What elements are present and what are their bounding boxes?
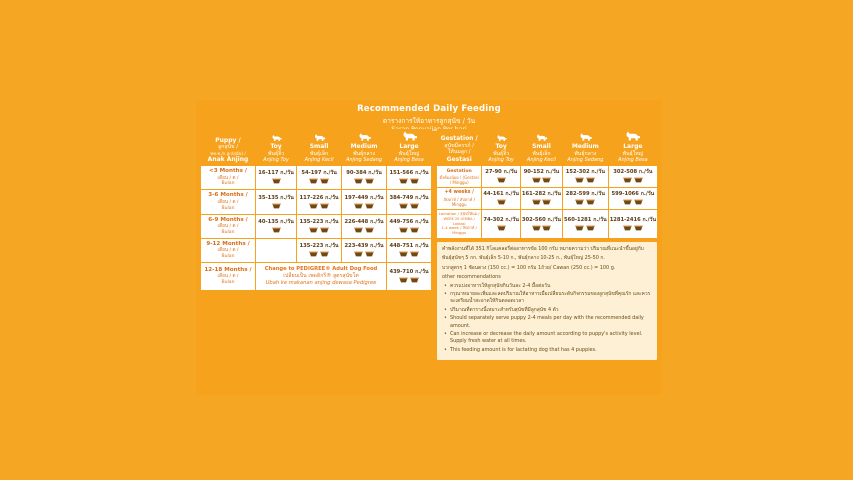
cell-value: 223-439 ก./วัน bbox=[344, 242, 384, 249]
panel-title-en: Recommended Daily Feeding bbox=[357, 104, 501, 114]
gestation-cell-2-1 bbox=[520, 210, 562, 239]
cell-value: 44-161 ก./วัน bbox=[483, 191, 519, 198]
dog-icon bbox=[578, 132, 593, 142]
row-label-id: / Minggu) bbox=[449, 179, 469, 185]
cell-value: 27-90 ก./วัน bbox=[485, 169, 518, 176]
puppy-col-large-th: พันธุ์ใหญ่ bbox=[398, 150, 420, 157]
switch-note-line3: Ubah ke makanan anjing dewasa Pedigree bbox=[265, 280, 377, 287]
puppy-cell-3-2 bbox=[342, 238, 387, 262]
puppy-row-label-1 bbox=[201, 190, 256, 214]
cell-value: 560-1281 ก./วัน bbox=[563, 216, 607, 223]
puppy-cell-4-3 bbox=[387, 263, 432, 291]
cell-value: 1281-2416 ก./วัน bbox=[609, 216, 656, 223]
cell-value: 302-560 ก./วัน bbox=[521, 216, 561, 223]
puppy-feeding-table bbox=[200, 129, 432, 291]
gestation-col-small-th: พันธุ์เล็ก bbox=[532, 150, 551, 157]
row-label-id: Bulan bbox=[221, 280, 235, 286]
gestation-feeding-table bbox=[436, 129, 658, 239]
gestation-col-small bbox=[520, 129, 562, 166]
puppy-row-label-3 bbox=[201, 238, 256, 262]
bowl-icons bbox=[522, 177, 561, 186]
gestation-row-label-1 bbox=[437, 188, 482, 210]
puppy-col-toy-id: Anjing Toy bbox=[263, 157, 289, 163]
puppy-corner-th: ลูกสุนัข / bbox=[218, 144, 238, 150]
gestation-col-large-th: พันธุ์ใหญ่ bbox=[622, 150, 644, 157]
gestation-col-medium-id: Anjing Sedang bbox=[567, 157, 604, 163]
puppy-corner-en: Puppy / bbox=[215, 136, 241, 144]
bowl-icons bbox=[564, 199, 607, 208]
puppy-col-toy-th: พันธุ์จิ๋ว bbox=[268, 150, 285, 157]
cell-value: 152-302 ก./วัน bbox=[565, 169, 605, 176]
info-th-para1: คำพลังงานที่ได้ 351 กิโลแคลอรี่ต่ออาหารข้อ 100 กรัม หมายความว่า ปริมาณที่แนะนำขึ้นอยู่กับ bbox=[442, 246, 644, 253]
gestation-cell-2-0 bbox=[482, 210, 520, 239]
row-label-th: เดือน / ด / bbox=[217, 248, 239, 254]
gestation-table-wrapper bbox=[436, 129, 658, 391]
bowl-icons bbox=[388, 251, 430, 260]
row-label-en: Lactation / สุนัขให้นม / bbox=[438, 211, 480, 217]
gestation-corner-th2: ให้นมลูก / bbox=[447, 149, 471, 156]
row-label-en: 12-18 Months / bbox=[204, 266, 252, 273]
cell-value: 449-756 ก./วัน bbox=[389, 218, 429, 225]
cell-value: 35-135 ก./วัน bbox=[258, 194, 294, 201]
cell-value: 135-223 ก./วัน bbox=[299, 242, 339, 249]
gestation-col-large-id: Anjing Besa bbox=[618, 157, 648, 163]
tables-row bbox=[200, 129, 658, 391]
info-th-para2: พันธุ์สุนัขๆ 5 กก. พันธุ์เล็ก 5-10 ก., พันธุ์กลาง 10-25 ก., พันธุ์ใหญ่ 25-50 ก. bbox=[442, 255, 605, 262]
cell-value: 90-152 ก./วัน bbox=[523, 169, 560, 176]
cell-value: 384-749 ก./วัน bbox=[389, 194, 429, 201]
bowl-icons bbox=[522, 225, 561, 234]
row-label-en: +4 weeks / bbox=[444, 190, 474, 196]
table-row bbox=[201, 238, 432, 262]
bowl-icons bbox=[257, 178, 295, 187]
bowl-icons bbox=[257, 227, 295, 236]
bowl-icons bbox=[257, 203, 295, 212]
row-label-id: Minggu bbox=[451, 201, 467, 207]
dog-icon bbox=[401, 130, 418, 142]
bowl-icons bbox=[610, 225, 656, 234]
cell-value: 282-599 ก./วัน bbox=[565, 191, 605, 198]
cell-value: 16-117 ก./วัน bbox=[258, 170, 294, 177]
row-label-th: เดือน / ด / bbox=[217, 199, 239, 205]
gestation-col-large bbox=[608, 129, 657, 166]
puppy-col-medium-th: พันธุ์กลาง bbox=[353, 150, 375, 157]
dog-icon bbox=[313, 133, 326, 142]
switch-to-adult-note bbox=[256, 263, 387, 291]
cell-value: 439-710 ก./วัน bbox=[389, 269, 429, 276]
feeding-chart-panel bbox=[196, 100, 662, 395]
info-th-bullet-list bbox=[442, 283, 652, 314]
puppy-table-wrapper bbox=[200, 129, 432, 391]
puppy-cell-2-3 bbox=[387, 214, 432, 238]
info-en-bullet-list bbox=[442, 315, 652, 354]
dog-icon bbox=[535, 133, 548, 142]
gestation-col-small-en: Small bbox=[532, 143, 551, 150]
cell-value: 197-449 ก./วัน bbox=[344, 194, 384, 201]
bowl-icons bbox=[610, 177, 656, 186]
gestation-row-label-0 bbox=[437, 166, 482, 188]
puppy-col-large bbox=[387, 129, 432, 166]
row-label-id: Bulan bbox=[221, 254, 235, 260]
puppy-col-small-th: พันธุ์เล็ก bbox=[309, 150, 329, 157]
info-th-para3: บวกสูตรๆ 1 ช้อนตวง (150 cc.) = 100 กรัม 1ถ้วย/ Cawan (250 cc.) = 100 g. bbox=[442, 264, 616, 271]
puppy-cell-1-0 bbox=[256, 190, 297, 214]
row-label-th: เดือน / ด / bbox=[217, 175, 239, 181]
gestation-cell-2-2 bbox=[562, 210, 608, 239]
puppy-cell-1-2 bbox=[342, 190, 387, 214]
puppy-row-label-0 bbox=[201, 166, 256, 190]
puppy-corner-th2: ชช.ช./ก.ลูก/สุนัข) / bbox=[210, 150, 246, 156]
puppy-col-toy-en: Toy bbox=[270, 143, 282, 150]
bowl-icons bbox=[343, 203, 385, 212]
gestation-col-medium-en: Medium bbox=[571, 143, 599, 150]
gestation-col-small-id: Anjing Kecil bbox=[526, 157, 556, 163]
bowl-icons bbox=[298, 227, 340, 236]
puppy-col-small-en: Small bbox=[309, 143, 329, 150]
panel-title-th: ตารางการให้อาหารลูกสุนัข / วัน bbox=[382, 117, 476, 125]
gestation-corner-th: สุนัขมีครรภ์ / bbox=[444, 142, 474, 149]
recommendations-box bbox=[436, 241, 658, 360]
puppy-cell-1-1 bbox=[297, 190, 342, 214]
cell-value: 117-226 ก./วัน bbox=[299, 194, 339, 201]
puppy-corner-id: Anak Anjing bbox=[207, 155, 249, 163]
bowl-icons bbox=[483, 199, 518, 208]
bowl-icons bbox=[388, 203, 430, 212]
puppy-corner-header bbox=[201, 129, 256, 166]
gestation-cell-1-3 bbox=[608, 188, 657, 210]
list-item: • Can increase or decrease the daily amount according to puppy's activity level. Supply fresh water at all times. bbox=[450, 331, 652, 345]
puppy-col-large-id: Anjing Besa bbox=[394, 157, 424, 163]
gestation-col-toy-th: พันธุ์จิ๋ว bbox=[493, 150, 510, 157]
dog-icon bbox=[357, 132, 372, 142]
puppy-col-medium-en: Medium bbox=[350, 143, 378, 150]
row-label-id2: Minggu bbox=[452, 230, 467, 236]
puppy-cell-2-0 bbox=[256, 214, 297, 238]
puppy-col-small-id: Anjing Kecil bbox=[304, 157, 334, 163]
puppy-cell-2-1 bbox=[297, 214, 342, 238]
bowl-icons bbox=[388, 227, 430, 236]
puppy-cell-0-3 bbox=[387, 166, 432, 190]
cell-value: 161-282 ก./วัน bbox=[521, 191, 561, 198]
puppy-cell-3-0-empty bbox=[256, 238, 297, 262]
puppy-cell-3-3 bbox=[387, 238, 432, 262]
bowl-icons bbox=[483, 177, 518, 186]
bowl-icons bbox=[610, 199, 656, 208]
bowl-icons bbox=[298, 203, 340, 212]
cell-value: 40-135 ก./วัน bbox=[258, 218, 294, 225]
bowl-icons bbox=[564, 177, 607, 186]
cell-value: 151-566 ก./วัน bbox=[389, 170, 429, 177]
dog-icon bbox=[271, 134, 282, 142]
row-label-en: 3-6 Months / bbox=[208, 192, 248, 199]
cell-value: 54-197 ก./วัน bbox=[301, 170, 337, 177]
gestation-cell-0-3 bbox=[608, 166, 657, 188]
gestation-cell-1-0 bbox=[482, 188, 520, 210]
puppy-col-medium-id: Anjing Sedang bbox=[345, 157, 383, 163]
puppy-cell-2-2 bbox=[342, 214, 387, 238]
list-item: • กรุณาหมายละเพิ่มและลดปริมาณให้อาหารเมื่อเปลี่ยนระดับกิจกรรมของลูกสุนัขที่คุณรัก และควรจะเตรียมน้ำสะอาดให้กินตลอดเวลา bbox=[450, 291, 652, 305]
cell-value: 448-751 ก./วัน bbox=[389, 242, 429, 249]
gestation-cell-1-1 bbox=[520, 188, 562, 210]
puppy-cell-1-3 bbox=[387, 190, 432, 214]
puppy-row-label-2 bbox=[201, 214, 256, 238]
table-row bbox=[201, 263, 432, 291]
gestation-col-toy-en: Toy bbox=[495, 143, 507, 150]
list-item: • ปริมาณที่ตารางนี้เหมาะสำหรับสุนัขที่มีลูกสุนัข 4 ตัว bbox=[450, 307, 652, 314]
list-item: • This feeding amount is for lactating dog that has 4 puppies. bbox=[450, 347, 652, 354]
puppy-col-medium bbox=[342, 129, 387, 166]
bowl-icons bbox=[388, 178, 430, 187]
puppy-cell-0-1 bbox=[297, 166, 342, 190]
bowl-icons bbox=[298, 251, 340, 260]
puppy-col-toy bbox=[256, 129, 297, 166]
row-label-th: ตั้งท้องน้อย / (Gestasi bbox=[439, 174, 479, 180]
bowl-icons bbox=[343, 251, 385, 260]
cell-value: 135-223 ก./วัน bbox=[299, 218, 339, 225]
bowl-icons bbox=[483, 225, 518, 234]
table-row bbox=[437, 210, 658, 239]
dog-icon bbox=[624, 130, 641, 142]
row-label-en: 6-9 Months / bbox=[208, 216, 248, 223]
bowl-icons bbox=[343, 227, 385, 236]
row-label-id: Bulan bbox=[221, 205, 235, 211]
cell-value: 90-384 ก./วัน bbox=[346, 170, 382, 177]
gestation-corner-id: Gestasi bbox=[446, 155, 472, 163]
dog-icon bbox=[496, 134, 507, 142]
puppy-col-small bbox=[297, 129, 342, 166]
switch-note-line1: Change to PEDIGREE® Adult Dog Food bbox=[264, 266, 378, 273]
row-label-id: Bulan bbox=[221, 229, 235, 235]
switch-note-line2: เปลี่ยนเป็น เพดดิกรี® สูตรสุนัขโต bbox=[283, 273, 359, 280]
table-row bbox=[201, 166, 432, 190]
gestation-row-label-2 bbox=[437, 210, 482, 239]
row-label-th: เดือน / ด / bbox=[217, 223, 239, 229]
puppy-cell-0-2 bbox=[342, 166, 387, 190]
table-row bbox=[437, 188, 658, 210]
row-label-th: เดือน / ด / bbox=[217, 274, 239, 280]
cell-value: 599-1066 ก./วัน bbox=[611, 191, 655, 198]
gestation-col-toy bbox=[482, 129, 520, 166]
row-label-th: สัปดาห์ / สัปดาห์ / bbox=[443, 196, 475, 202]
puppy-cell-3-1 bbox=[297, 238, 342, 262]
puppy-col-large-en: Large bbox=[399, 143, 419, 150]
cell-value: 226-448 ก./วัน bbox=[344, 218, 384, 225]
list-item: • ควรแบ่งอาหารให้ลูกสุนัขกินวันละ 2-4 มื้อต่อวัน bbox=[450, 283, 652, 290]
gestation-corner-en: Gestation / bbox=[440, 135, 478, 143]
bowl-icons bbox=[522, 199, 561, 208]
row-label-id: Bulan bbox=[221, 181, 235, 187]
puppy-row-label-4 bbox=[201, 263, 256, 291]
gestation-cell-0-0 bbox=[482, 166, 520, 188]
gestation-col-toy-id: Anjing Toy bbox=[488, 157, 515, 163]
gestation-cell-0-1 bbox=[520, 166, 562, 188]
table-row bbox=[437, 166, 658, 188]
info-heading-en: other recommendations bbox=[442, 274, 501, 281]
gestation-table-header-row bbox=[437, 129, 658, 166]
gestation-cell-0-2 bbox=[562, 166, 608, 188]
table-row bbox=[201, 214, 432, 238]
bowl-icons bbox=[343, 178, 385, 187]
cell-value: 74-302 ก./วัน bbox=[483, 216, 519, 223]
bowl-icons bbox=[388, 277, 430, 286]
gestation-col-medium bbox=[562, 129, 608, 166]
gestation-cell-2-3 bbox=[608, 210, 657, 239]
row-label-en: Gestation bbox=[446, 168, 472, 174]
gestation-col-medium-th: พันธุ์กลาง bbox=[574, 150, 597, 157]
row-label-en: <3 Months / bbox=[209, 168, 247, 175]
list-item: • Should separately serve puppy 2-4 meals per day with the recommended daily amount. bbox=[450, 315, 652, 329]
row-label-en: 9-12 Months / bbox=[206, 240, 250, 247]
puppy-cell-0-0 bbox=[256, 166, 297, 190]
bowl-icons bbox=[564, 225, 607, 234]
row-label-id: 1-4 week / สัปดาห์ / bbox=[441, 225, 477, 231]
puppy-table-header-row bbox=[201, 129, 432, 166]
gestation-corner-header bbox=[437, 129, 482, 166]
bowl-icons bbox=[298, 178, 340, 187]
row-label-th: WEEK 20 LEMBA / Laktasi bbox=[443, 217, 475, 226]
gestation-col-large-en: Large bbox=[623, 143, 643, 150]
gestation-cell-1-2 bbox=[562, 188, 608, 210]
cell-value: 302-508 ก./วัน bbox=[613, 169, 653, 176]
table-row bbox=[201, 190, 432, 214]
